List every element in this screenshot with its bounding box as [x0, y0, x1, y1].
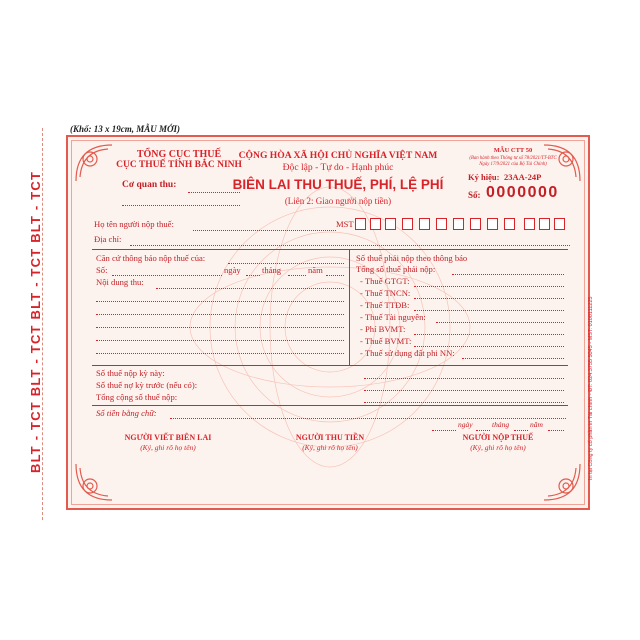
so-label: Số: [468, 190, 481, 200]
column-divider [349, 249, 350, 365]
mst-box[interactable] [419, 218, 430, 230]
receipt-form [66, 135, 590, 510]
signer-note: (Ký, ghi rõ họ tên) [470, 443, 526, 452]
thue-item-label: - Thuế sử dụng đất phi NN: [360, 348, 455, 358]
mst-box[interactable] [385, 218, 396, 230]
co-quan-thu-field[interactable] [188, 192, 240, 193]
sign-day-field[interactable] [432, 430, 456, 431]
mst-box[interactable] [524, 218, 535, 230]
thue-item-field[interactable] [436, 322, 564, 323]
tong-cong-label: Tổng cộng số thuế nộp: [96, 392, 178, 402]
section-divider [92, 405, 568, 406]
no-ky-truoc-field[interactable] [364, 390, 564, 391]
thue-item-label: - Thuế Tài nguyên: [360, 312, 426, 322]
mst-box[interactable] [355, 218, 366, 230]
dia-chi-label: Địa chỉ: [94, 234, 122, 244]
mst-box[interactable] [554, 218, 565, 230]
section-divider [92, 365, 568, 366]
sign-year-field[interactable] [514, 430, 528, 431]
sign-nam-label: năm [530, 420, 543, 429]
dia-chi-field[interactable] [130, 245, 570, 246]
sign-month-field[interactable] [476, 430, 490, 431]
co-quan-thu-label: Cơ quan thu: [122, 180, 177, 190]
thue-item-label: - Phí BVMT: [360, 324, 406, 334]
signer-note: (Ký, ghi rõ họ tên) [140, 443, 196, 452]
noi-dung-line[interactable] [96, 340, 344, 341]
regulation-line2: Ngày 17/9/2021 của Bộ Tài Chính) [479, 162, 547, 167]
sign-thang-label: tháng [492, 420, 510, 429]
stub-code-text: BLT - TCT BLT - TCT BLT - TCT BLT - TCT [28, 170, 43, 474]
form-subtitle: (Liên 2: Giao người nộp tiền) [284, 196, 392, 206]
bang-chu-label: Số tiền bằng chữ: [96, 408, 157, 418]
so-tb-label: Số: [96, 265, 108, 275]
thue-item-label: - Thuế TTĐB: [360, 300, 410, 310]
thang-field[interactable] [288, 275, 306, 276]
tong-cong-field[interactable] [364, 402, 564, 403]
perforation-line [42, 128, 43, 520]
mst-box[interactable] [370, 218, 381, 230]
size-note: (Khổ: 13 x 19cm, MẪU MỚI) [70, 124, 181, 134]
thue-item-label: - Thuế BVMT: [360, 336, 412, 346]
nam-label: năm [308, 265, 323, 275]
thue-item-field[interactable] [414, 334, 564, 335]
thue-item-field[interactable] [414, 310, 564, 311]
mst-box[interactable] [470, 218, 481, 230]
thue-item-field[interactable] [414, 346, 564, 347]
ngay-label: ngày [224, 265, 241, 275]
form-code: MẪU CTT 50 [493, 147, 533, 154]
noi-dung-label: Nội dung thu: [96, 277, 144, 287]
motto: Độc lập - Tự do - Hạnh phúc [282, 162, 394, 173]
noi-dung-line[interactable] [96, 301, 344, 302]
thue-item-label: - Thuế TNCN: [360, 288, 411, 298]
receipt-number: 0000000 [486, 184, 559, 201]
mst-box[interactable] [402, 218, 413, 230]
so-tb-field[interactable] [112, 275, 222, 276]
regulation-line1: (Ban hành theo Thông tư số 78/2021/TT-BTC [469, 156, 557, 161]
signer-title: NGƯỜI THU TIỀN [295, 433, 365, 442]
ky-hieu-value: 23AA-24P [504, 172, 542, 182]
tong-so-thue-label: Tổng số thuế phải nộp: [356, 264, 436, 274]
can-cu-label: Căn cứ thông báo nộp thuế của: [96, 253, 206, 263]
ky-nay-label: Số thuế nộp kỳ này: [96, 368, 165, 378]
no-ky-truoc-label: Số thuế nợ kỳ trước (nếu có): [96, 380, 198, 390]
ky-hieu-label: Ký hiệu: [468, 172, 500, 182]
mst-box[interactable] [436, 218, 447, 230]
thang-label: tháng [262, 265, 282, 275]
noi-dung-field[interactable] [156, 288, 344, 289]
noi-dung-line[interactable] [96, 353, 344, 354]
noi-dung-line[interactable] [96, 314, 344, 315]
corner-ornament-icon [540, 460, 584, 504]
so-thue-phai-nop-label: Số thuế phải nộp theo thông báo [356, 253, 468, 263]
mst-box[interactable] [453, 218, 464, 230]
ky-nay-field[interactable] [364, 378, 564, 379]
printer-note: In tại Công ty cổ phần in Tài chính - ĐT: 024.3755 5045 - MST: 0100111225 [588, 296, 594, 480]
org-branch: CỤC THUẾ TỈNH BẮC NINH [116, 160, 242, 170]
signer-note: (Ký, ghi rõ họ tên) [302, 443, 358, 452]
section-divider [92, 249, 568, 250]
mst-box[interactable] [539, 218, 550, 230]
tong-so-thue-field[interactable] [452, 274, 564, 275]
org-name: TỔNG CỤC THUẾ [136, 149, 222, 160]
ngay-field[interactable] [246, 275, 260, 276]
nam-field[interactable] [326, 275, 344, 276]
can-cu-field[interactable] [228, 263, 344, 264]
mst-box[interactable] [487, 218, 498, 230]
bang-chu-field[interactable] [170, 418, 566, 419]
mst-box[interactable] [504, 218, 515, 230]
country-name: CỘNG HÒA XÃ HỘI CHỦ NGHĨA VIỆT NAM [238, 150, 438, 161]
thue-item-field[interactable] [414, 298, 564, 299]
thue-item-field[interactable] [462, 358, 564, 359]
thue-item-field[interactable] [414, 286, 564, 287]
form-title: BIÊN LAI THU THUẾ, PHÍ, LỆ PHÍ [232, 177, 444, 192]
noi-dung-line[interactable] [96, 327, 344, 328]
signer-title: NGƯỜI NỘP THUẾ [462, 433, 534, 442]
ho-ten-field[interactable] [193, 230, 336, 231]
thue-item-label: - Thuế GTGT: [360, 276, 410, 286]
sign-year-field-2[interactable] [548, 430, 564, 431]
receipt-stub [26, 122, 64, 522]
mst-label: MST [336, 219, 354, 229]
ho-ten-label: Họ tên người nộp thuế: [94, 219, 174, 229]
signer-title: NGƯỜI VIẾT BIÊN LAI [124, 433, 212, 442]
sign-ngay-label: ngày [458, 420, 473, 429]
corner-ornament-icon [72, 460, 116, 504]
co-quan-thu-field-2[interactable] [122, 205, 240, 206]
